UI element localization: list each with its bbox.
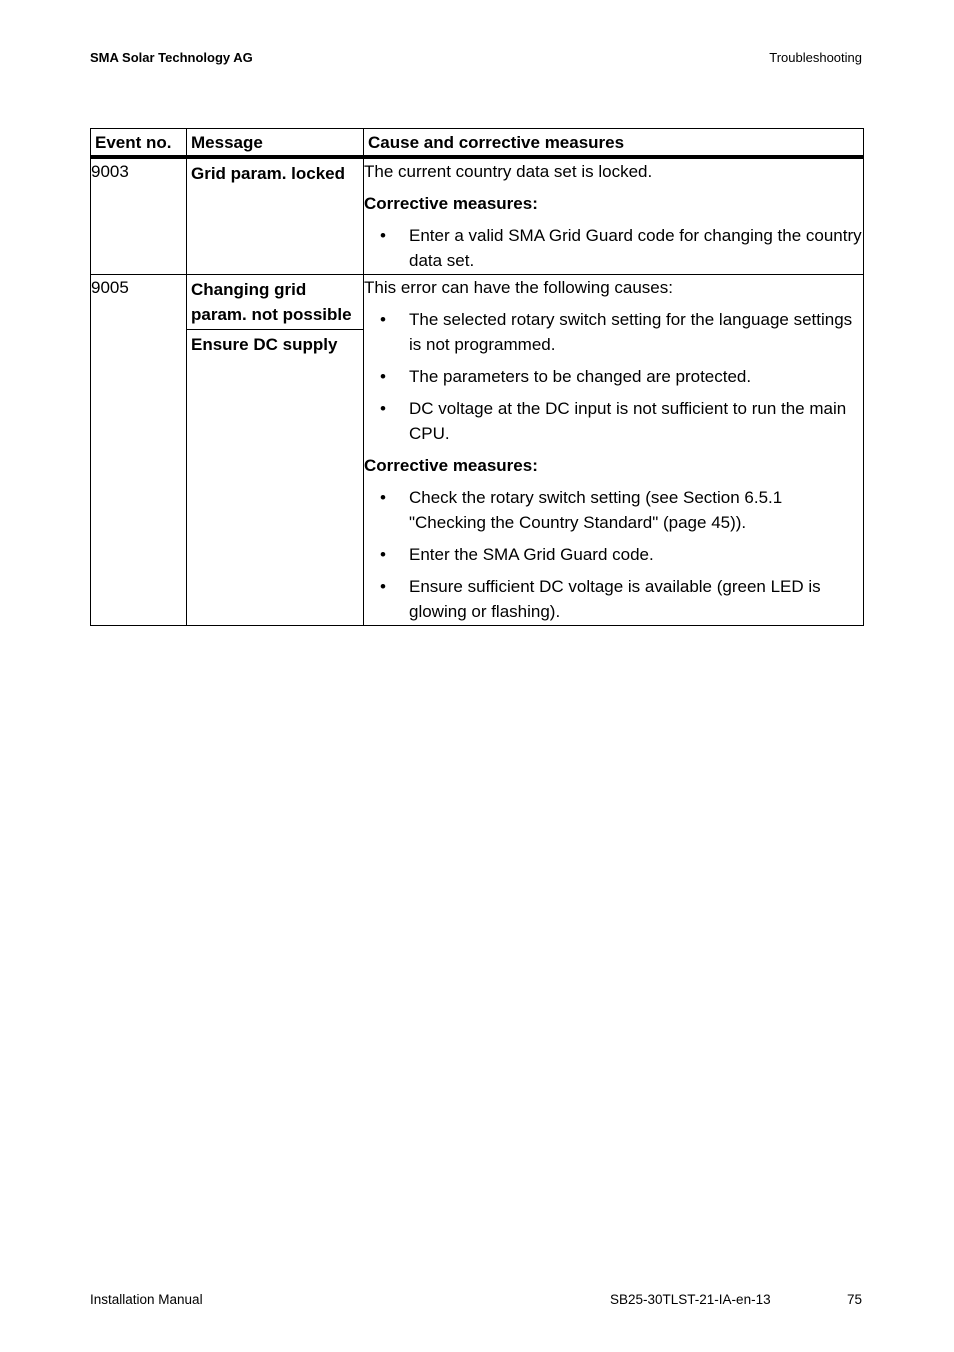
column-header-event-no: Event no.: [91, 129, 187, 158]
cause-cell: [364, 275, 864, 626]
bullet-icon: •: [380, 577, 386, 596]
message-text: Changing grid param. not possible: [187, 275, 363, 330]
footer-doc-id: SB25-30TLST-21-IA-en-13: [610, 1292, 771, 1307]
message-cell: [187, 275, 364, 626]
list-item-text: Enter the SMA Grid Guard code.: [409, 545, 654, 564]
table-header-row: [91, 129, 864, 158]
corrective-list: [364, 223, 863, 273]
list-item: [364, 307, 863, 357]
cause-cell: [364, 157, 864, 275]
header-company: SMA Solar Technology AG: [90, 50, 253, 65]
list-item-text: DC voltage at the DC input is not sufficient to run the main CPU.: [409, 399, 847, 443]
message-text: Grid param. locked: [191, 164, 345, 183]
header-section: Troubleshooting: [769, 50, 862, 65]
list-item-text: The selected rotary switch setting for the language settings is not programmed.: [409, 310, 853, 354]
list-item-text: Enter a valid SMA Grid Guard code for changing the country data set.: [409, 226, 862, 270]
list-item: [364, 485, 863, 535]
cause-intro: This error can have the following causes:: [364, 278, 673, 297]
bullet-icon: •: [380, 488, 386, 507]
list-item-text: Check the rotary switch setting (see Section 6.5.1 "Checking the Country Standard" (page 45)).: [409, 488, 783, 532]
corrective-heading: Corrective measures:: [364, 194, 538, 213]
column-header-message: Message: [187, 129, 364, 158]
list-item: [364, 396, 863, 446]
list-item: [364, 542, 863, 567]
column-header-cause: Cause and corrective measures: [364, 129, 864, 158]
event-table: [90, 128, 864, 626]
footer-manual-title: Installation Manual: [90, 1292, 203, 1307]
bullet-icon: •: [380, 545, 386, 564]
bullet-icon: •: [380, 226, 386, 245]
bullet-icon: •: [380, 310, 386, 329]
bullet-icon: •: [380, 399, 386, 418]
cause-list: [364, 307, 863, 446]
cause-intro: The current country data set is locked.: [364, 162, 653, 181]
corrective-list: [364, 485, 863, 624]
event-no-cell: 9005: [91, 275, 187, 626]
table-row: [91, 275, 864, 626]
message-cell: [187, 157, 364, 275]
message-text: Ensure DC supply: [191, 335, 338, 354]
list-item: [364, 364, 863, 389]
list-item-text: Ensure sufficient DC voltage is available (green LED is glowing or flashing).: [409, 577, 821, 621]
table-row: [91, 157, 864, 275]
bullet-icon: •: [380, 367, 386, 386]
list-item-text: The parameters to be changed are protected.: [409, 367, 752, 386]
page-number: 75: [846, 1292, 862, 1307]
corrective-heading: Corrective measures:: [364, 456, 538, 475]
event-no-cell: 9003: [91, 157, 187, 275]
list-item: [364, 223, 863, 273]
list-item: [364, 574, 863, 624]
